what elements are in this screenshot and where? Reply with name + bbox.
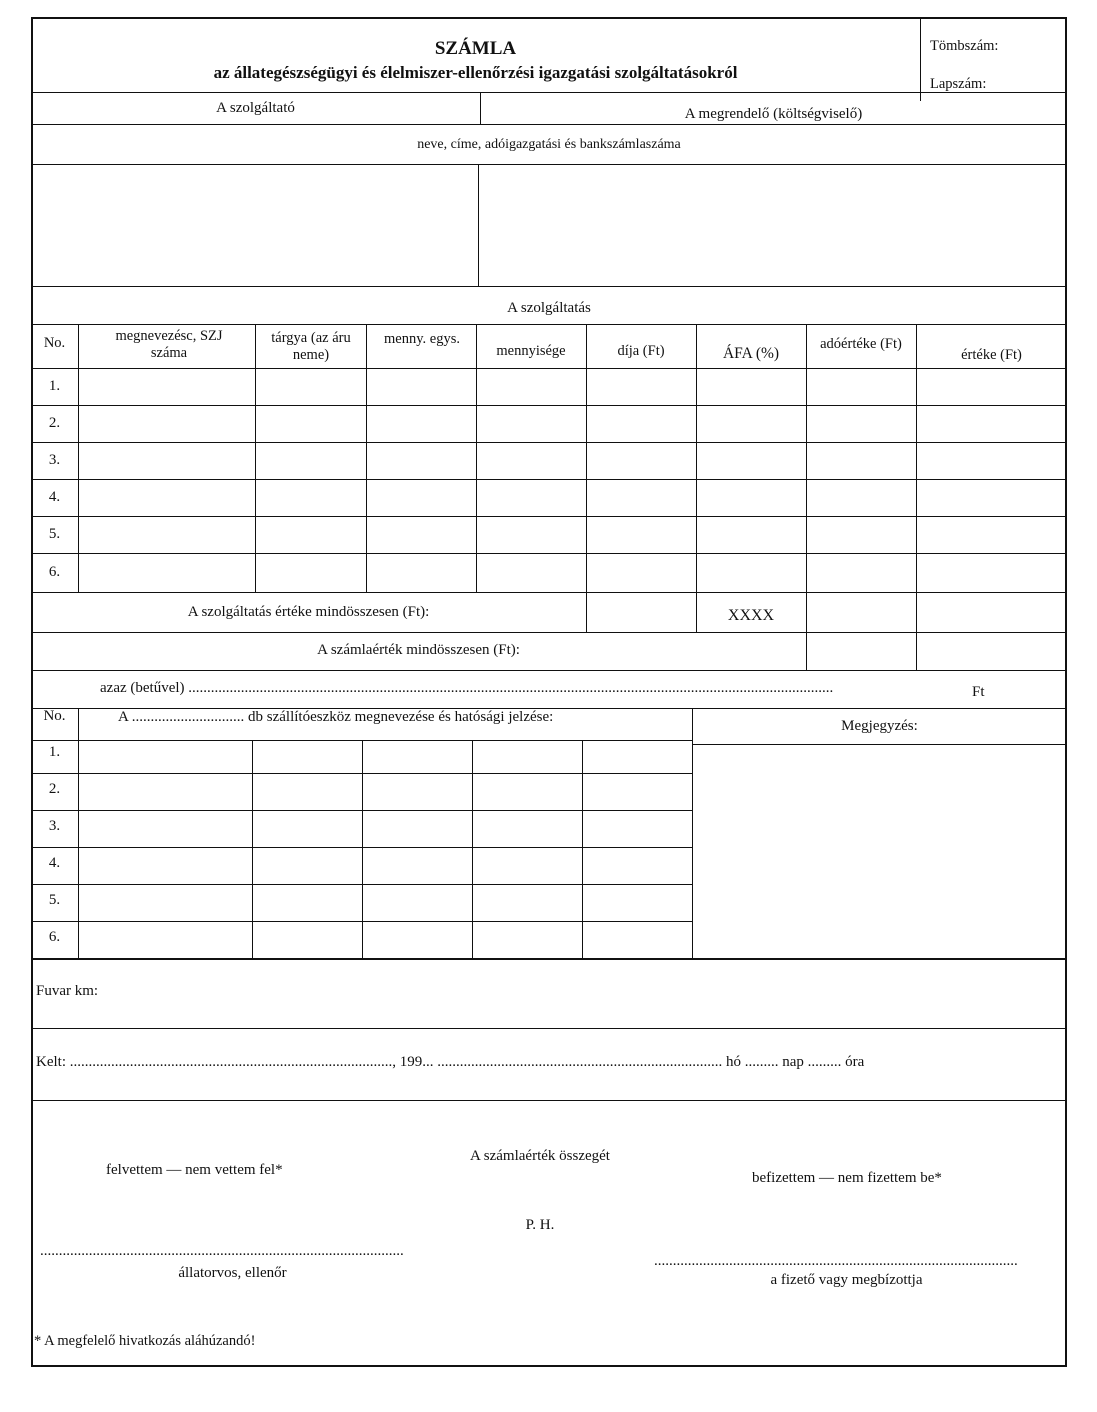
col-line [255,324,256,592]
service-total-vat-placeholder: XXXX [727,607,775,624]
remarks-label: Megjegyzés: [841,718,918,734]
received-option: felvettem — nem vettem fel* [106,1162,283,1178]
rule [31,592,1067,593]
table-row-number: 5. [48,526,61,542]
service-heading: A szolgáltatás [507,300,591,316]
rule [692,744,1067,745]
col-header-subject: tárgya (az áru neme) [271,330,351,364]
provider-label: A szolgáltató [216,100,295,116]
rule [31,164,1067,165]
kelt-line: Kelt: ......................................................................................, 199... ............................................................................ hó ......... nap ......... óra [36,1054,865,1070]
transport-heading: A .............................. db szállítóeszköz megnevezése és hatósági jelzése: [118,709,554,725]
rule [31,847,692,848]
col-header-fee: díja (Ft) [617,343,665,359]
rule [31,921,692,922]
col-line [806,324,807,670]
table-row-number: 4. [48,489,61,505]
rule [31,1100,1067,1101]
table-row-number: 2. [48,781,61,797]
table-row-number: 6. [48,564,61,580]
col-header-tax: adóértéke (Ft) [820,336,902,352]
signature-label-payer: a fizető vagy megbízottja [770,1272,923,1288]
table-row-number: 3. [48,452,61,468]
col-header-name: megnevezésc, SZJ száma [115,328,223,362]
rule [31,324,1067,325]
rule [31,740,692,741]
rule [31,884,692,885]
header-divider [920,17,921,101]
party-details-label: neve, címe, adóigazgatási és bankszámlaszáma [417,137,681,152]
col-header-no: No. [43,335,66,351]
rule [31,958,1067,960]
rule [31,405,1067,406]
sum-statement-label: A számlaérték összegét [470,1148,610,1164]
col-line [916,324,917,670]
col-header-unit: menny. egys. [384,331,460,347]
signature-label-vet: állatorvos, ellenőr [178,1265,287,1281]
rule [31,286,1067,287]
transport-no-header: No. [43,708,66,724]
stamp-placeholder: P. H. [525,1217,555,1233]
col-line [692,708,693,958]
customer-label: A megrendelő (költségviselő) [684,106,863,122]
table-row-number: 1. [48,744,61,760]
fuvar-km-label: Fuvar km: [36,983,99,999]
rule [31,368,1067,369]
rule [31,773,692,774]
rule [31,92,1067,93]
signature-line-left: ................................................................................................. [40,1243,404,1259]
col-header-quantity: mennyisége [496,343,566,359]
rule [31,442,1067,443]
col-header-vat: ÁFA (%) [722,345,780,362]
table-row-number: 6. [48,929,61,945]
rule [31,124,1067,125]
rule [31,1028,1067,1029]
table-row-number: 1. [48,378,61,394]
table-row-number: 3. [48,818,61,834]
col-line [696,324,697,632]
col-header-value: értéke (Ft) [961,347,1022,363]
rule [31,516,1067,517]
table-row-number: 2. [48,415,61,431]
amount-in-words-unit: Ft [972,684,985,700]
rule [31,810,692,811]
rule [31,670,1067,671]
col-line [586,324,587,632]
invoice-total-label: A számlaérték mindösszesen (Ft): [317,642,520,658]
rule [31,632,1067,633]
table-row-number: 5. [48,892,61,908]
form-subtitle: az állategészségügyi és élelmiszer-ellenőrzési igazgatási szolgáltatásokról [213,63,738,82]
lapszam-label: Lapszám: [930,76,987,92]
amount-in-words-line: azaz (betűvel) ............................................................................................................................................................................ [100,680,834,696]
rule [31,553,1067,554]
col-line [366,324,367,592]
footnote: * A megfelelő hivatkozás aláhúzandó! [34,1333,256,1349]
tombszam-label: Tömbszám: [930,38,999,54]
table-row-number: 4. [48,855,61,871]
rule [31,479,1067,480]
form-title: SZÁMLA [434,38,517,59]
service-total-label: A szolgáltatás értéke mindösszesen (Ft): [187,604,430,620]
paid-option: befizettem — nem fizettem be* [752,1170,942,1186]
col-line [476,324,477,592]
signature-line-right: ................................................................................................. [654,1253,1018,1269]
col-line [78,324,79,592]
party-box-divider [478,164,479,286]
